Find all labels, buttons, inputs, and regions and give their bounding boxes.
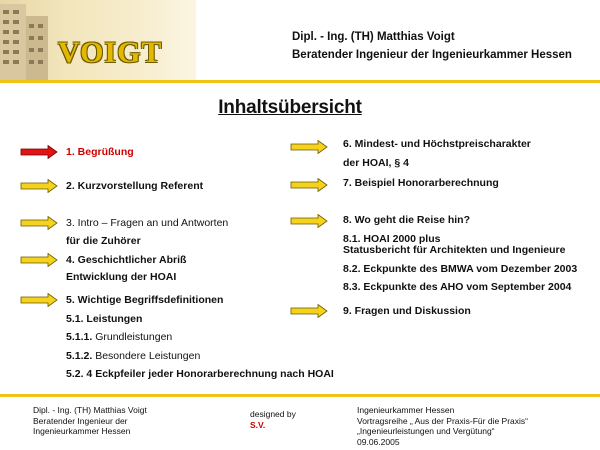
- page-title: Inhaltsübersicht: [218, 97, 362, 118]
- arrow-right-icon[interactable]: [290, 214, 328, 228]
- toc-item-5-1-1-number: 5.1.1.: [66, 331, 93, 343]
- footer-right-org: Ingenieurkammer Hessen: [357, 405, 455, 415]
- toc-item-5-1-2[interactable]: [66, 350, 200, 362]
- arrow-right-icon[interactable]: [20, 253, 58, 267]
- footer-left-org: Ingenieurkammer Hessen: [33, 426, 131, 436]
- footer-credit: [250, 409, 296, 430]
- arrow-right-icon[interactable]: [20, 145, 58, 159]
- footer-left-role: Beratender Ingenieur der: [33, 415, 128, 426]
- toc-item-5-1-1[interactable]: [66, 331, 172, 343]
- arrow-right-icon[interactable]: [20, 216, 58, 230]
- voigt-logo: VOIGT: [58, 36, 163, 69]
- footer-designed-by: designed by: [250, 409, 296, 419]
- toc-item-5-2[interactable]: 5.2. 4 Eckpfeiler jeder Honorarberechnung nach HOAI: [66, 368, 334, 380]
- header-logo-area: [0, 0, 196, 80]
- toc-item-4[interactable]: 4. Geschichtlicher Abriß: [66, 254, 187, 266]
- toc-item-5-1-1-label: Grundleistungen: [92, 331, 173, 343]
- footer-divider: [0, 394, 600, 397]
- toc-item-8-3[interactable]: 8.3. Eckpunkte des AHO vom September 2004: [343, 281, 572, 293]
- toc-item-5-1-2-label: Besondere Leistungen: [92, 350, 201, 362]
- toc-item-9[interactable]: 9. Fragen und Diskussion: [343, 305, 471, 317]
- arrow-right-icon[interactable]: [20, 179, 58, 193]
- header-name: Dipl. - Ing. (TH) Matthias Voigt: [292, 31, 455, 43]
- toc-item-3[interactable]: 3. Intro – Fragen an und Antworten: [66, 217, 229, 229]
- toc-item-5-1[interactable]: 5.1. Leistungen: [66, 313, 143, 325]
- arrow-right-icon[interactable]: [20, 293, 58, 307]
- header-divider: [0, 80, 600, 83]
- arrow-right-icon[interactable]: [290, 140, 328, 154]
- toc-item-4-cont: Entwicklung der HOAI: [66, 271, 177, 283]
- toc-item-5-1-2-number: 5.1.2.: [66, 350, 93, 362]
- footer-right-topic: „Ingenieurleistungen und Vergütung“: [357, 426, 495, 436]
- footer-right-series: Vortragsreihe „ Aus der Praxis-Für die Praxis“: [357, 415, 529, 426]
- footer-left: [33, 405, 147, 437]
- toc-item-2[interactable]: 2. Kurzvorstellung Referent: [66, 180, 204, 192]
- toc-item-6[interactable]: 6. Mindest- und Höchstpreischarakter: [343, 138, 531, 150]
- arrow-right-icon[interactable]: [290, 304, 328, 318]
- arrow-right-icon[interactable]: [290, 178, 328, 192]
- toc-item-8-1-cont: Statusbericht für Architekten und Ingenieure: [343, 244, 566, 256]
- footer-right-date: 09.06.2005: [357, 436, 400, 447]
- toc-item-1[interactable]: 1. Begrüßung: [66, 146, 134, 158]
- toc-item-6-cont: der HOAI, § 4: [343, 157, 409, 169]
- toc-item-3-cont: für die Zuhörer: [66, 235, 141, 247]
- footer-designer: S.V.: [250, 419, 266, 430]
- footer-right: [357, 405, 528, 447]
- toc-item-5[interactable]: 5. Wichtige Begriffsdefinitionen: [66, 294, 224, 306]
- footer-left-name: Dipl. - Ing. (TH) Matthias Voigt: [33, 405, 147, 415]
- toc-item-8[interactable]: 8. Wo geht die Reise hin?: [343, 214, 470, 226]
- toc-item-7[interactable]: 7. Beispiel Honorarberechnung: [343, 177, 499, 189]
- header-subtitle: Beratender Ingenieur der Ingenieurkammer Hessen: [292, 49, 572, 61]
- toc-item-8-2[interactable]: 8.2. Eckpunkte des BMWA vom Dezember 2003: [343, 263, 578, 275]
- toc-item-8-1[interactable]: 8.1. HOAI 2000 plus: [343, 233, 441, 245]
